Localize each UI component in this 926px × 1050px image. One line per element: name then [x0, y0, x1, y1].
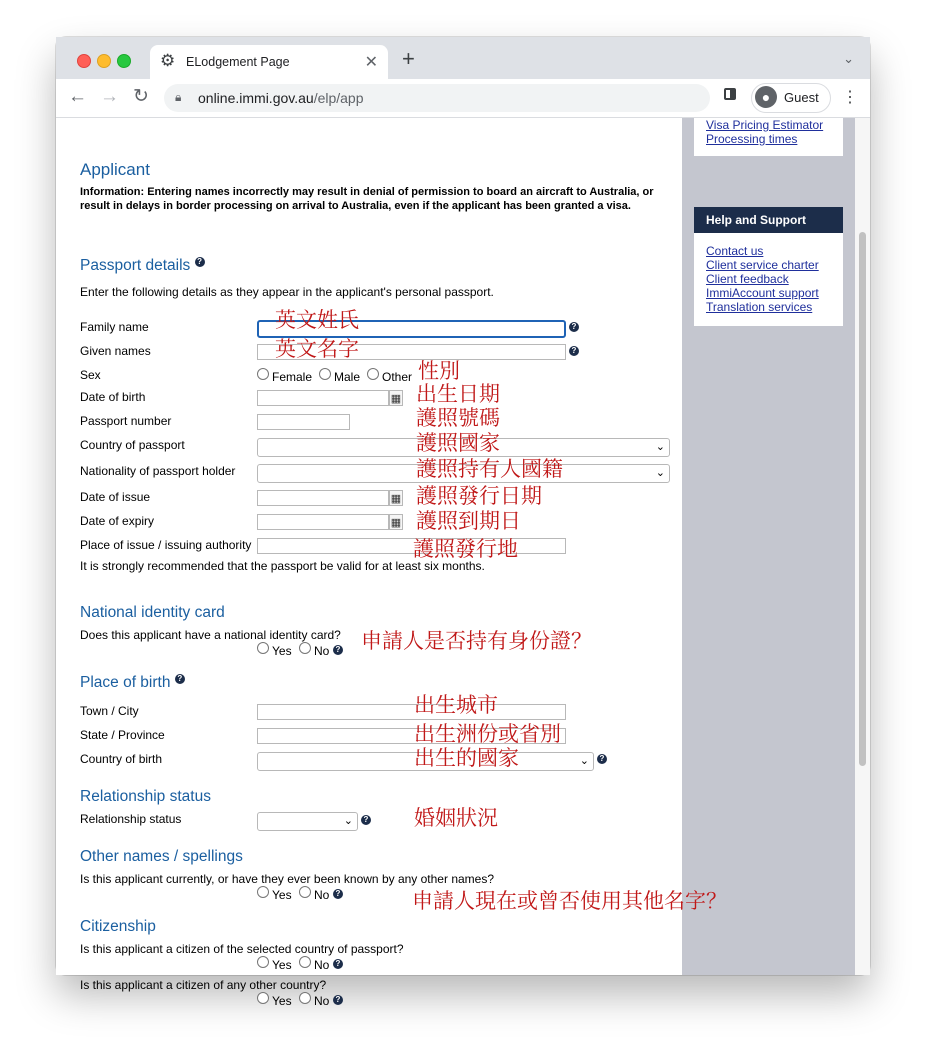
- help-icon[interactable]: ?: [569, 322, 579, 332]
- chevron-down-icon: ⌄: [579, 755, 589, 767]
- place-of-birth-heading: [80, 674, 185, 692]
- forward-arrow-icon[interactable]: →: [100, 86, 119, 107]
- help-links-box: [694, 233, 843, 326]
- browser-tab[interactable]: [150, 45, 388, 79]
- sex-other-label: Other: [382, 370, 413, 384]
- passport-intro: Enter the following details as they appear in the applicant's personal passport.: [80, 285, 494, 299]
- national-id-question: Does this applicant have a national identity card?: [80, 628, 341, 642]
- relationship-select[interactable]: [257, 812, 358, 831]
- annotation-state: 出生洲份或省別: [414, 722, 561, 746]
- family-name-label: Family name: [80, 320, 149, 334]
- place-of-birth-title: Place of birth: [80, 674, 171, 692]
- town-label: Town / City: [80, 704, 139, 718]
- other-names-no-radio[interactable]: [299, 886, 311, 898]
- other-names-heading: Other names / spellings: [80, 848, 243, 865]
- date-of-issue-label: Date of issue: [80, 490, 151, 504]
- passport-number-label: Passport number: [80, 414, 172, 428]
- tab-search-chevron-icon[interactable]: ⌄: [843, 51, 854, 66]
- dob-label: Date of birth: [80, 390, 146, 404]
- yes-label: Yes: [272, 958, 292, 972]
- profile-button[interactable]: [751, 83, 831, 113]
- date-of-expiry-label: Date of expiry: [80, 514, 155, 528]
- place-of-issue-input[interactable]: [257, 538, 566, 554]
- tab-close-icon[interactable]: ✕: [364, 54, 378, 71]
- help-support-title: Help and Support: [706, 213, 806, 227]
- sex-female-radio[interactable]: [257, 368, 269, 380]
- tab-strip: [56, 37, 870, 79]
- date-of-expiry-input[interactable]: [257, 514, 389, 530]
- citizenship-question-1: Is this applicant a citizen of the selected country of passport?: [80, 942, 404, 956]
- sex-male-radio[interactable]: [319, 368, 331, 380]
- url-path: /elp/app: [313, 90, 364, 106]
- passport-details-title: Passport details: [80, 257, 191, 275]
- visa-pricing-estimator-link[interactable]: Visa Pricing Estimator: [706, 118, 824, 132]
- sex-female-label: Female: [272, 370, 313, 384]
- help-icon[interactable]: ?: [597, 754, 607, 764]
- close-window-button[interactable]: [77, 54, 91, 68]
- dob-input[interactable]: [257, 390, 389, 406]
- client-service-charter-link[interactable]: Client service charter: [706, 258, 819, 272]
- contact-us-link[interactable]: Contact us: [706, 244, 764, 258]
- new-tab-button[interactable]: +: [402, 46, 415, 71]
- yes-label: Yes: [272, 994, 292, 1008]
- nationality-label: Nationality of passport holder: [80, 464, 236, 478]
- place-of-issue-label: Place of issue / issuing authority: [80, 538, 252, 552]
- help-icon[interactable]: ?: [569, 346, 579, 356]
- side-panel-icon[interactable]: [724, 88, 736, 100]
- calendar-icon[interactable]: ▦: [389, 490, 403, 506]
- sex-male-label: Male: [334, 370, 361, 384]
- help-icon[interactable]: ?: [333, 995, 343, 1005]
- state-label: State / Province: [80, 728, 165, 742]
- calendar-icon[interactable]: ▦: [389, 390, 403, 406]
- annotation-national-id: 申請人是否持有身份證？: [361, 629, 592, 653]
- citizen-other-no-radio[interactable]: [299, 992, 311, 1004]
- date-of-issue-input[interactable]: [257, 490, 389, 506]
- chevron-down-icon: ⌄: [343, 815, 353, 827]
- validity-note: It is strongly recommended that the passport be valid for at least six months.: [80, 559, 485, 573]
- other-names-yes-radio[interactable]: [257, 886, 269, 898]
- annotation-place-of-issue: 護照發行地: [413, 537, 518, 561]
- help-icon[interactable]: ?: [333, 959, 343, 969]
- other-names-question: Is this applicant currently, or have they ever been known by any other names?: [80, 872, 495, 886]
- relationship-heading: Relationship status: [80, 788, 211, 805]
- translation-services-link[interactable]: Translation services: [706, 300, 813, 314]
- minimize-window-button[interactable]: [97, 54, 111, 68]
- passport-number-input[interactable]: [257, 414, 350, 430]
- browser-window: [56, 37, 870, 1008]
- applicant-heading: Applicant: [80, 160, 150, 179]
- menu-dots-icon[interactable]: ⋮: [842, 89, 858, 106]
- annotation-date-of-expiry: 護照到期日: [416, 509, 521, 533]
- annotation-sex: 性別: [418, 359, 460, 383]
- annotation-dob: 出生日期: [416, 382, 500, 406]
- no-label: No: [314, 994, 330, 1008]
- browser-toolbar: [56, 79, 870, 118]
- given-names-label: Given names: [80, 344, 151, 358]
- sex-label: Sex: [80, 368, 101, 382]
- links-box: [694, 118, 843, 156]
- citizen-other-yes-radio[interactable]: [257, 992, 269, 1004]
- information-text: Information: Entering names incorrectly may result in denial of permission to board an aircraft to Australia, or result in delays in border processing on arrival to Australia, even if the applicant has been granted a visa.: [80, 186, 654, 212]
- relationship-label: Relationship status: [80, 812, 182, 826]
- tab-title: ELodgement Page: [186, 55, 290, 69]
- passport-details-heading: [80, 257, 205, 275]
- national-id-no-radio[interactable]: [299, 642, 311, 654]
- url-host: online.immi.gov.au: [198, 90, 314, 106]
- national-id-yes-radio[interactable]: [257, 642, 269, 654]
- client-feedback-link[interactable]: Client feedback: [706, 272, 789, 286]
- citizenship-heading: Citizenship: [80, 918, 156, 935]
- annotation-date-of-issue: 護照發行日期: [416, 484, 542, 508]
- url-text[interactable]: [198, 90, 364, 106]
- chevron-down-icon: ⌄: [655, 467, 665, 479]
- help-icon[interactable]: ?: [195, 257, 205, 267]
- citizenship-question-2: Is this applicant a citizen of any other country?: [80, 978, 327, 992]
- scrollbar-thumb[interactable]: [859, 232, 866, 766]
- help-icon[interactable]: ?: [333, 645, 343, 655]
- no-label: No: [314, 644, 330, 658]
- country-of-passport-label: Country of passport: [80, 438, 185, 452]
- gear-icon: ⚙: [160, 51, 176, 70]
- annotation-other-names: 申請人現在或曾否使用其他名字？: [412, 889, 727, 913]
- reload-icon[interactable]: ↻: [133, 86, 149, 107]
- help-icon[interactable]: ?: [333, 889, 343, 899]
- annotation-nationality: 護照持有人國籍: [416, 457, 563, 481]
- lock-icon[interactable]: 🔒︎: [175, 90, 182, 104]
- annotation-town: 出生城市: [414, 693, 498, 717]
- no-label: No: [314, 958, 330, 972]
- back-arrow-icon[interactable]: ←: [68, 86, 87, 107]
- help-icon[interactable]: ?: [361, 815, 371, 825]
- yes-label: Yes: [272, 888, 292, 902]
- citizen-passport-no-radio[interactable]: [299, 956, 311, 968]
- no-label: No: [314, 888, 330, 902]
- avatar-icon: ●: [755, 86, 777, 108]
- citizen-passport-yes-radio[interactable]: [257, 956, 269, 968]
- processing-times-link[interactable]: Processing times: [706, 132, 798, 146]
- sex-other-radio[interactable]: [367, 368, 379, 380]
- annotation-given-names: 英文名字: [275, 337, 359, 361]
- annotation-family-name: 英文姓氏: [275, 308, 359, 332]
- profile-label: Guest: [784, 90, 819, 105]
- page-content: [56, 118, 870, 1008]
- immiaccount-support-link[interactable]: ImmiAccount support: [706, 286, 819, 300]
- help-support-header: [694, 207, 843, 233]
- zoom-window-button[interactable]: [117, 54, 131, 68]
- chevron-down-icon: ⌄: [655, 441, 665, 453]
- annotation-country: 護照國家: [416, 431, 500, 455]
- calendar-icon[interactable]: ▦: [389, 514, 403, 530]
- help-icon[interactable]: ?: [175, 674, 185, 684]
- annotation-relationship: 婚姻狀況: [414, 806, 498, 830]
- yes-label: Yes: [272, 644, 292, 658]
- annotation-passport-number: 護照號碼: [416, 406, 500, 430]
- national-id-heading: National identity card: [80, 604, 225, 621]
- country-of-birth-label: Country of birth: [80, 752, 163, 766]
- town-input[interactable]: [257, 704, 566, 720]
- annotation-country-of-birth: 出生的國家: [414, 746, 519, 770]
- address-bar[interactable]: [164, 84, 710, 112]
